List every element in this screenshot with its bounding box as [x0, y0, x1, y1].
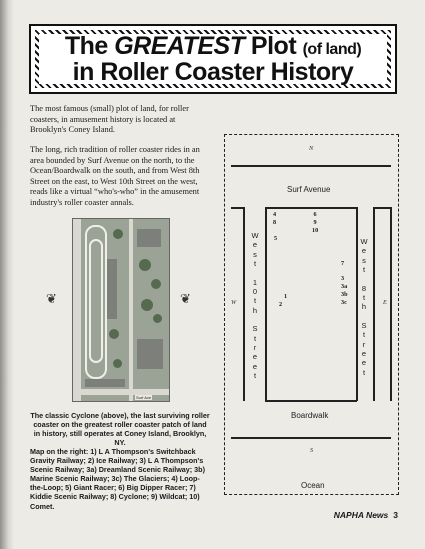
photo-building [137, 339, 163, 369]
coaster-track [89, 239, 103, 363]
photo-tree [141, 299, 153, 311]
photo-tree [151, 279, 161, 289]
west-8th-line [390, 207, 392, 401]
photo-building [137, 229, 161, 247]
west-10th-street-label: W e s t 1 0 t h S t r e e t [251, 231, 259, 381]
title-emphasis: GREATEST [114, 31, 245, 60]
site-number: 7 [341, 260, 345, 267]
west-10th-line [265, 207, 267, 401]
photo-caption: The classic Cyclone (above), the last surviving roller coaster on the greatest roller coaster patch of land in history, still operates at Coney Island, Brooklyn, NY. [30, 411, 210, 448]
photo-tree [153, 314, 162, 323]
photo-road [129, 219, 133, 401]
site-number: 5 [274, 235, 278, 242]
leaf-icon: ❦ [46, 291, 57, 306]
history-paragraph: The long, rich tradition of roller coaster rides in an area bounded by Surf Avenue on the north, to the Ocean/Boardwalk on the south, and from West 8th Street on the east, to West 10th Street on the west, reads like a virtual “who's-who” in the amusement industry's roller coaster annals. [30, 145, 200, 207]
site-number: 4 8 [273, 211, 277, 226]
photo-road [73, 219, 81, 401]
page-footer [334, 510, 398, 520]
binding-shadow [0, 0, 14, 549]
site-number: 3 3a 3b 3c [341, 275, 348, 306]
site-number: 6 9 10 [312, 211, 319, 234]
compass-north: N [309, 145, 314, 152]
map-legend: Map on the right: 1) L A Thompson's Switchback Gravity Railway; 2) Ice Railway; 3) L A Thompson's Scenic Railway; 3a) Dreamland Scenic Railway; 3b) Marine Scenic Railway; 3c) The Glaciers; 4) Loop-the-Loop; 5) Giant Racer; 6) Big Dipper Racer; 7) Kiddie Scenic Railway; 8) Cyclone; 9) Wildcat; 10) Comet. [30, 447, 205, 511]
photo-road [73, 389, 169, 395]
street-line [373, 207, 391, 209]
block-north-line [265, 207, 357, 209]
ocean-label: Ocean [301, 481, 325, 490]
photo-building [107, 259, 117, 319]
compass-west: W [231, 299, 237, 306]
boardwalk-line [231, 437, 391, 439]
photo-tree [109, 329, 119, 339]
west-10th-line [243, 207, 245, 401]
banner-hatched-border [35, 30, 391, 88]
surf-avenue-line [231, 165, 391, 167]
block-east-line [356, 207, 358, 401]
intro-paragraph: The most famous (small) plot of land, for roller coasters, in amusement history is located at Brooklyn's Coney Island. [30, 104, 189, 135]
photo-tree [113, 359, 122, 368]
coney-island-map [224, 134, 399, 495]
title-line-2: in Roller Coaster History [72, 58, 354, 86]
compass-east: E [383, 299, 387, 306]
cyclone-aerial-photo [72, 218, 170, 402]
photo-street-label: Surf Ave [136, 395, 152, 400]
west-8th-line [373, 207, 375, 401]
surf-avenue-label: Surf Avenue [287, 185, 331, 194]
page-title [39, 31, 387, 86]
photo-tree [113, 229, 123, 239]
compass-south: S [310, 447, 314, 454]
boardwalk-label: Boardwalk [291, 411, 329, 420]
title-line-1: The GREATEST Plot (of land) [64, 31, 362, 60]
page-number: 3 [393, 510, 398, 520]
site-number: 2 [279, 301, 283, 308]
site-number: 1 [284, 293, 288, 300]
block-south-line [265, 400, 357, 402]
magazine-name: NAPHA News [333, 510, 389, 520]
photo-building [85, 379, 125, 387]
photo-tree [139, 259, 151, 271]
title-banner [29, 24, 397, 94]
west-8th-street-label: W e s t 8 t h S t r e e t [360, 237, 368, 377]
leaf-icon: ❦ [180, 291, 191, 306]
street-line [231, 207, 243, 209]
